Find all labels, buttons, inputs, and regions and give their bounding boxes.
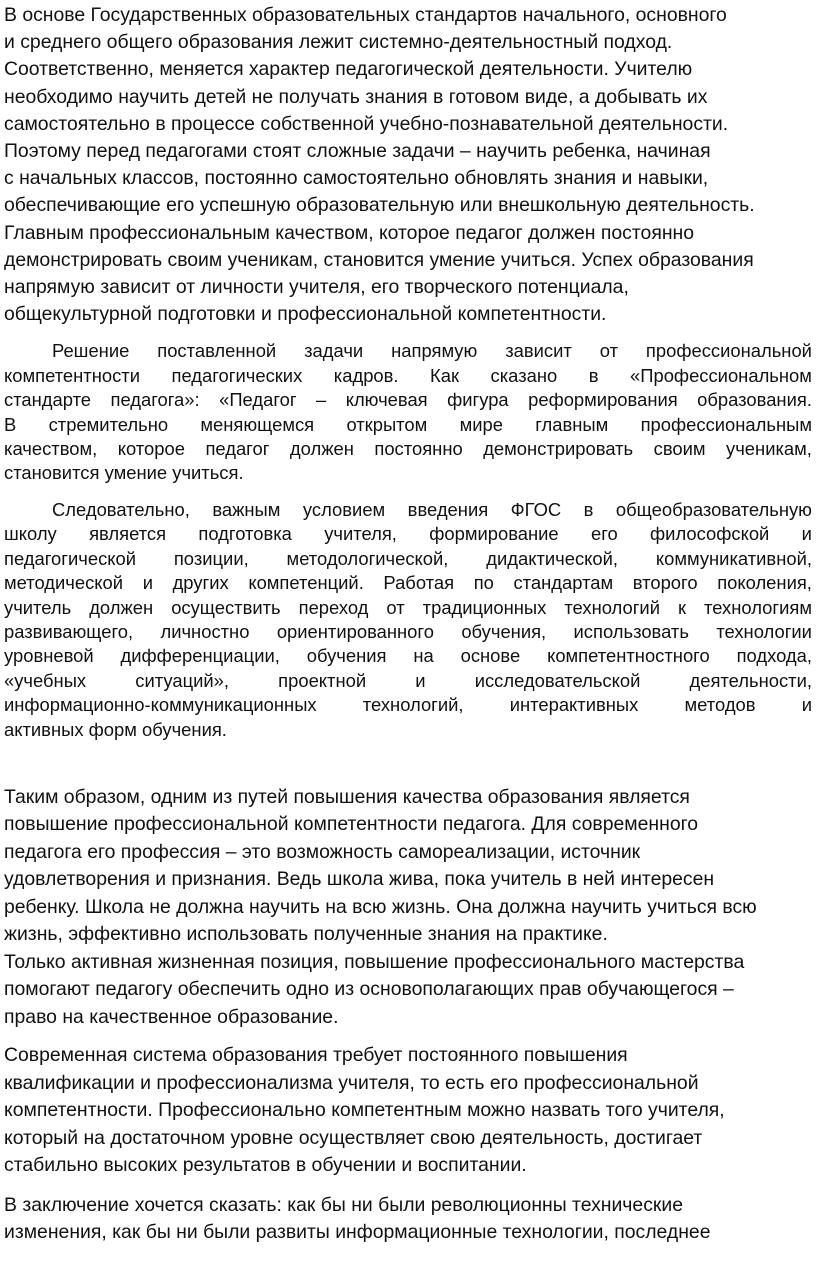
text-line (4, 364, 812, 388)
word: других (172, 572, 229, 594)
text-line (4, 461, 812, 485)
word: В (4, 413, 17, 435)
word: технологий (564, 596, 660, 618)
word: в (588, 364, 599, 386)
paragraph-conclusion-competence (0, 784, 816, 1032)
text-line: обеспечивающие его успешную образовательную или внешкольную деятельность. (4, 194, 755, 217)
word: «Профессиональном (630, 364, 812, 386)
word: стандартам (513, 572, 614, 594)
text-line (4, 644, 812, 668)
text-line: Таким образом, одним из путей повышения качества образования является (4, 785, 690, 808)
word: становится (4, 462, 100, 484)
word: умение (104, 462, 168, 484)
word: от (599, 340, 618, 362)
word: условием (302, 498, 386, 520)
word: по (473, 572, 494, 594)
text-line (4, 388, 812, 412)
word: обучения. (142, 718, 227, 740)
text-line (4, 571, 812, 595)
word: демонстрировать (483, 438, 634, 460)
word: компетенций. (248, 572, 364, 594)
text-line: право на качественное образование. (4, 1005, 339, 1028)
word: активных (4, 718, 84, 740)
word: компетентностного (547, 645, 710, 667)
text-line: самостоятельно в процессе собственной учебно-познавательной деятельности. (4, 112, 729, 135)
text-line: Соответственно, меняется характер педагогической деятельности. Учителю (4, 58, 693, 81)
text-line: компетентности. Профессионально компетентным можно назвать того учителя, (4, 1099, 725, 1122)
word: Работая (383, 572, 455, 594)
word: компетентности (4, 364, 140, 386)
word: поколения, (717, 572, 812, 594)
word: основе (460, 645, 521, 667)
word: традиционных (422, 596, 547, 618)
text-line: Главным профессиональным качеством, которое педагог должен постоянно (4, 221, 695, 244)
word: качеством, (4, 438, 98, 460)
text-line: и среднего общего образования лежит системно-деятельностный подход. (4, 31, 673, 54)
word: технологиям (704, 596, 812, 618)
word: коммуникативной, (655, 547, 812, 569)
word: ситуаций», (135, 669, 230, 691)
word: реформирования (528, 389, 678, 411)
word: образования. (697, 389, 812, 411)
text-line: квалификации и профессионализма учителя, то есть его профессиональной (4, 1071, 699, 1094)
word: проектной (278, 669, 367, 691)
word: обучения (306, 645, 387, 667)
word: ФГОС (510, 498, 562, 520)
text-line: педагога его профессия – это возможность самореализации, источник (4, 840, 641, 863)
word: личностно (160, 620, 250, 642)
word: меняющемся (200, 413, 315, 435)
word: фигура (447, 389, 509, 411)
word: учителя, (324, 523, 397, 545)
word: Следовательно, (52, 498, 190, 520)
text-line (4, 596, 812, 620)
word: дифференциации, (120, 645, 280, 667)
paragraph-final-remarks (0, 1192, 816, 1247)
word: стремительно (48, 413, 169, 435)
word: должен (89, 596, 154, 618)
word: – (316, 389, 327, 411)
text-line: В основе Государственных образовательных стандартов начального, основного (4, 4, 727, 26)
word: открытом (346, 413, 428, 435)
word: использовать (573, 620, 689, 642)
word: постоянно (374, 438, 463, 460)
text-line: изменения, как бы ни были развиты информационные технологии, последнее (4, 1221, 711, 1244)
text-line: демонстрировать своим ученикам, становится умение учиться. Успех образования (4, 248, 754, 271)
word: технологии (716, 620, 812, 642)
text-line (4, 498, 812, 522)
text-line: с начальных классов, постоянно самостоятельно обновлять знания и навыки, (4, 167, 709, 190)
text-line (4, 718, 812, 742)
text-line (4, 669, 812, 693)
word: ключевая (345, 389, 428, 411)
text-line: необходимо научить детей не получать знания в готовом виде, а добывать их (4, 85, 708, 108)
word: стандарте (4, 389, 92, 411)
word: должен (289, 438, 354, 460)
text-line: Современная система образования требует постоянного повышения (4, 1044, 628, 1067)
word: важным (212, 498, 281, 520)
text-line (4, 413, 812, 437)
word: главным (535, 413, 609, 435)
text-line: жизнь, эффективно использовать полученные знания на практике. (4, 923, 608, 946)
word: подхода, (736, 645, 812, 667)
word: переход (298, 596, 369, 618)
word: дидактической, (486, 547, 619, 569)
word: технологий, (362, 694, 464, 716)
word: к (677, 596, 687, 618)
word: обучения, (461, 620, 547, 642)
paragraph-standards-approach (0, 0, 816, 328)
text-line (4, 339, 812, 363)
word: педагога»: (110, 389, 200, 411)
text-line: удовлетворения и признания. Ведь школа жива, пока учитель в ней интересен (4, 868, 715, 891)
text-line: Только активная жизненная позиция, повышение профессионального мастерства (4, 950, 745, 973)
word: на (413, 645, 434, 667)
word: педагог (205, 438, 270, 460)
word: сказано (490, 364, 558, 386)
word: его (590, 523, 618, 545)
word: школу (4, 523, 57, 545)
word: и (801, 523, 812, 545)
word: педагогических (171, 364, 303, 386)
text-line: напрямую зависит от личности учителя, его творческого потенциала, (4, 276, 629, 299)
paragraph-modern-system (0, 1042, 816, 1180)
word: введения (407, 498, 489, 520)
word: задачи (304, 340, 364, 362)
word: которое (117, 438, 185, 460)
text-line: общекультурной подготовки и профессиональной компетентности. (4, 303, 607, 326)
word: методов (684, 694, 756, 716)
word: философской (650, 523, 770, 545)
word: кадров. (333, 364, 399, 386)
text-line: Поэтому перед педагогами стоят сложные задачи – научить ребенка, начиная (4, 140, 711, 163)
word: профессиональной (645, 340, 812, 362)
word: общеобразовательную (615, 498, 812, 520)
word: ориентированного (276, 620, 434, 642)
word: зависит (505, 340, 572, 362)
word: и (415, 669, 426, 691)
word: и (142, 572, 153, 594)
paragraph-fgos-conditions (0, 498, 816, 742)
word: является (89, 523, 167, 545)
text-line: ребенку. Школа не должна научить на всю жизнь. Она должна научить учиться всю (4, 895, 757, 918)
word: мире (459, 413, 503, 435)
word: методологической, (286, 547, 449, 569)
word: информационно-коммуникационных (4, 694, 317, 716)
text-line: который на достаточном уровне осуществляет свою деятельность, достигает (4, 1126, 703, 1149)
word: уровневой (4, 645, 94, 667)
word: второго (632, 572, 698, 594)
word: методической (4, 572, 124, 594)
text-line (4, 620, 812, 644)
word: «учебных (4, 669, 87, 691)
word: осуществить (171, 596, 281, 618)
text-line (4, 547, 812, 571)
text-line: стабильно высоких результатов в обучении и воспитании. (4, 1154, 527, 1177)
word: деятельности, (689, 669, 812, 691)
word: и (801, 694, 812, 716)
word: педагогической (4, 547, 137, 569)
word: Решение (52, 340, 130, 362)
word: учиться. (172, 462, 244, 484)
word: интерактивных (509, 694, 639, 716)
word: «Педагог (219, 389, 297, 411)
word: от (386, 596, 405, 618)
word: учитель (4, 596, 72, 618)
word: ученикам, (726, 438, 812, 460)
text-line (4, 693, 812, 717)
word: профессиональным (640, 413, 812, 435)
word: позиции, (173, 547, 249, 569)
text-line: помогают педагогу обеспечить одно из основополагающих прав обучающегося – (4, 978, 734, 1001)
text-line: В заключение хочется сказать: как бы ни были революционны технические (4, 1193, 683, 1216)
word: напрямую (391, 340, 478, 362)
paragraph-professional-standard (0, 339, 816, 485)
word: формирование (429, 523, 559, 545)
word: в (583, 498, 594, 520)
word: форм (88, 718, 137, 740)
word: своим (653, 438, 706, 460)
word: развивающего, (4, 620, 134, 642)
word: исследовательской (474, 669, 641, 691)
word: поставленной (157, 340, 277, 362)
text-line (4, 437, 812, 461)
text-line: повышение профессиональной компетентности педагога. Для современного (4, 813, 699, 836)
word: подготовка (198, 523, 292, 545)
word: Как (430, 364, 460, 386)
text-line (4, 522, 812, 546)
